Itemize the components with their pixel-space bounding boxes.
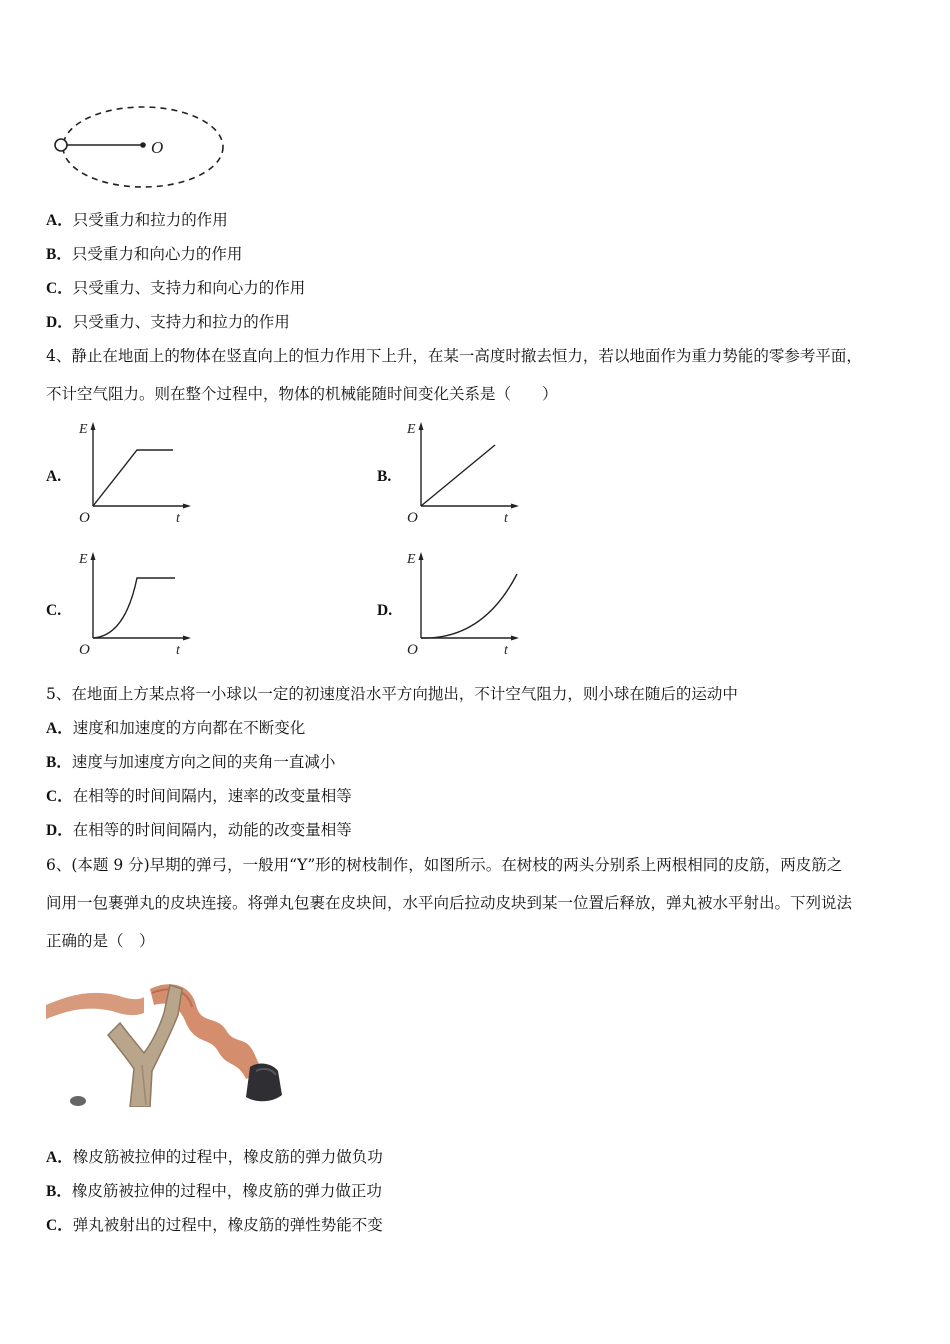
q5-option-b: B．速度与加速度方向之间的夹角一直减小: [46, 753, 336, 771]
graph-c-letter: C.: [46, 602, 62, 619]
svg-text:O: O: [79, 510, 90, 526]
svg-text:E: E: [79, 552, 88, 567]
graph-c: [75, 548, 195, 658]
ball: [55, 139, 67, 151]
q6-stem-line1: 6、(本题 9 分)早期的弹弓，一般用“Y”形的树枝制作，如图所示。在树枝的两头分别系上两根相同的皮筋，两皮筋之: [46, 856, 843, 874]
q3-option-b: B．只受重力和向心力的作用: [46, 245, 243, 263]
svg-text:E: E: [407, 422, 416, 437]
svg-text:E: E: [79, 422, 88, 437]
q6-option-a: A．橡皮筋被拉伸的过程中，橡皮筋的弹力做负功: [46, 1148, 383, 1166]
q6-option-b: B．橡皮筋被拉伸的过程中，橡皮筋的弹力做正功: [46, 1182, 382, 1200]
q5-option-a: A．速度和加速度的方向都在不断变化: [46, 719, 306, 737]
q4-stem-line1: 4、静止在地面上的物体在竖直向上的恒力作用下上升，在某一高度时撤去恒力，若以地面作为重力势能的零参考平面，: [46, 347, 862, 365]
graph-b-letter: B.: [377, 468, 392, 485]
graph-a: [75, 418, 195, 528]
svg-text:O: O: [407, 510, 418, 526]
q6-stem-line2: 间用一包裹弹丸的皮块连接。将弹丸包裹在皮块间，水平向后拉动皮块到某一位置后释放，弹丸被水平射出。下列说法: [46, 894, 853, 912]
graph-d-curve: [421, 574, 517, 638]
slingshot-image: [46, 975, 288, 1107]
q3-option-a: A．只受重力和拉力的作用: [46, 211, 228, 229]
svg-text:O: O: [407, 642, 418, 658]
pellet: [70, 1096, 86, 1106]
graph-a-letter: A.: [46, 468, 62, 485]
svg-text:O: O: [79, 642, 90, 658]
graph-a-curve: [93, 450, 173, 506]
graph-d-letter: D.: [377, 602, 393, 619]
graph-b: [403, 418, 523, 528]
q6-option-c: C．弹丸被射出的过程中，橡皮筋的弹性势能不变: [46, 1216, 383, 1234]
q4-stem-line2: 不计空气阻力。则在整个过程中，物体的机械能随时间变化关系是（ ）: [46, 385, 558, 403]
svg-text:t: t: [504, 643, 508, 658]
q5-option-d: D．在相等的时间间隔内，动能的改变量相等: [46, 821, 352, 839]
graph-c-curve: [93, 578, 175, 638]
q3-option-d: D．只受重力、支持力和拉力的作用: [46, 313, 290, 331]
center-point: [140, 142, 146, 148]
svg-text:t: t: [176, 511, 180, 526]
q3-option-c: C．只受重力、支持力和向心力的作用: [46, 279, 306, 297]
svg-text:E: E: [407, 552, 416, 567]
q5-stem: 5、在地面上方某点将一小球以一定的初速度沿水平方向抛出，不计空气阻力，则小球在随后的运动中: [46, 685, 738, 703]
graph-d: [403, 548, 523, 658]
q6-stem-line3: 正确的是（ ）: [46, 932, 155, 950]
svg-text:t: t: [504, 511, 508, 526]
circular-motion-figure: [50, 100, 235, 195]
q5-option-c: C．在相等的时间间隔内，速率的改变量相等: [46, 787, 352, 805]
graph-b-curve: [421, 445, 495, 506]
svg-text:t: t: [176, 643, 180, 658]
center-label: O: [151, 138, 164, 157]
